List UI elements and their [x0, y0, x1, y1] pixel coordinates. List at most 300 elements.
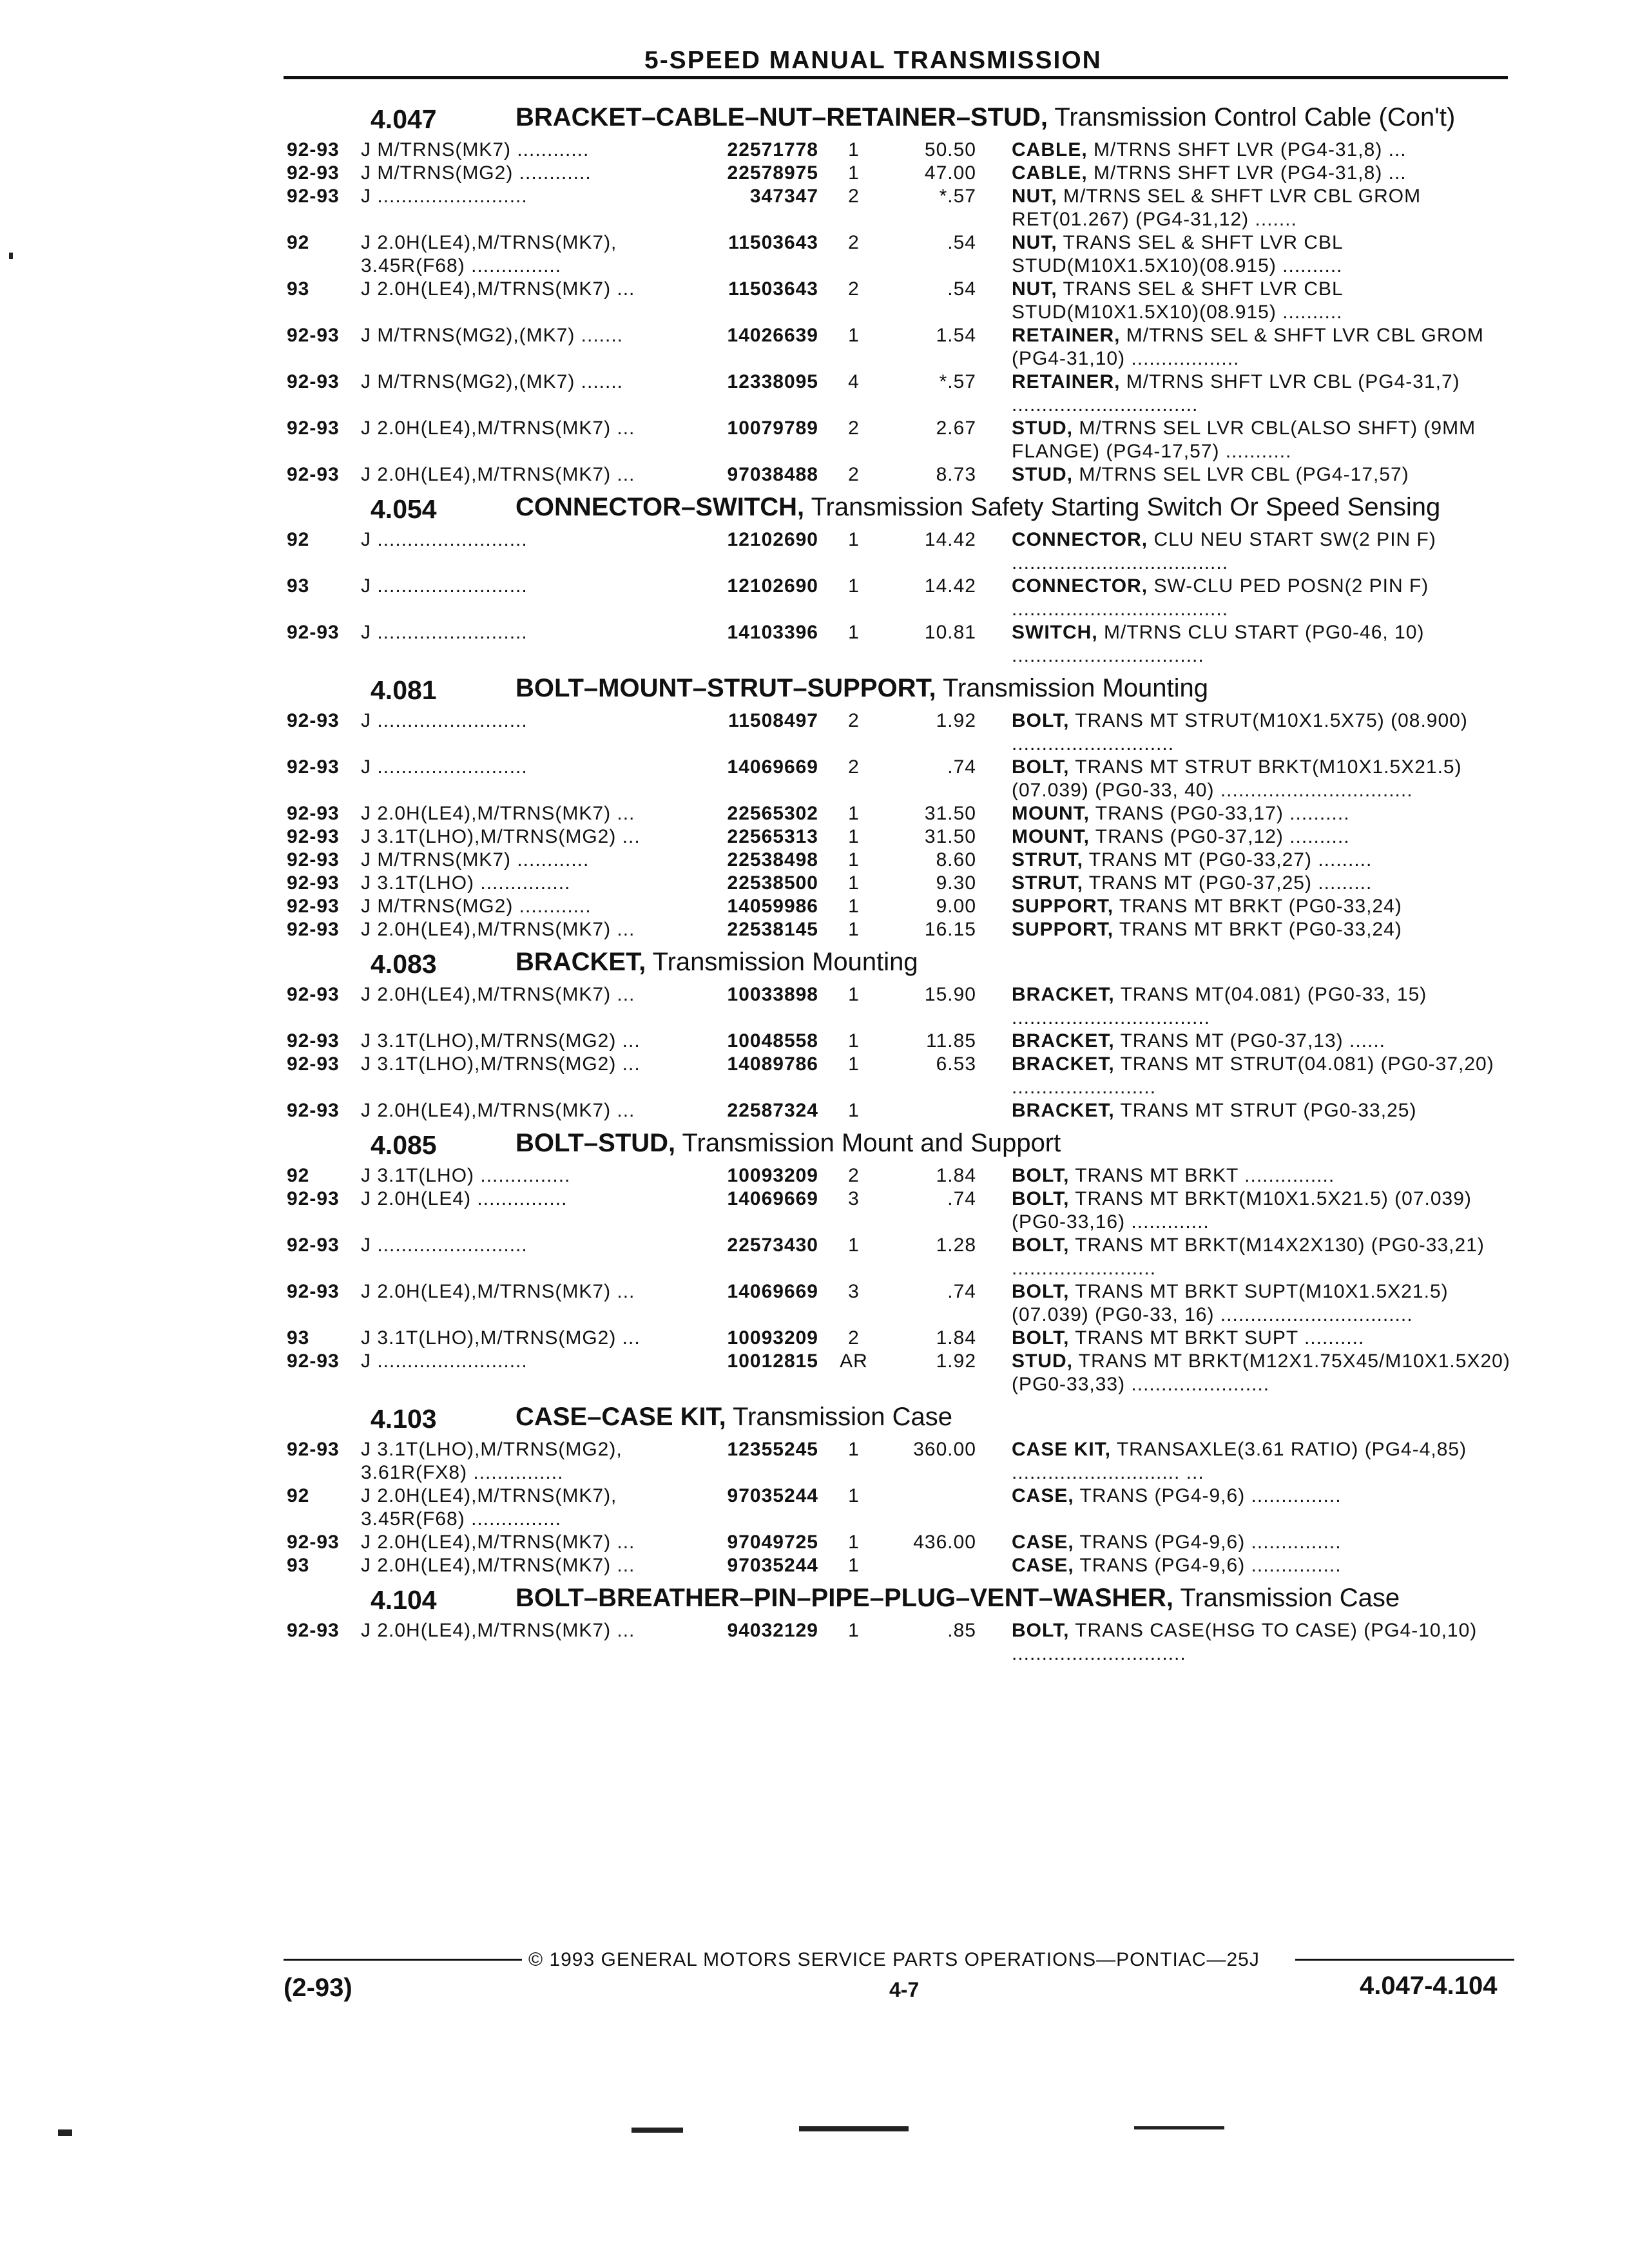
table-row — [287, 1234, 1511, 1280]
price-cell: 31.50 — [924, 826, 976, 847]
table-row — [287, 1485, 1511, 1531]
application-cell: J 2.0H(LE4),M/TRNS(MK7) ... — [361, 1620, 635, 1641]
table-row — [287, 162, 1511, 185]
price-cell: 436.00 — [913, 1532, 976, 1553]
part-name-detail: M/TRNS CLU START (PG0-46, 10) ................................ — [1012, 622, 1425, 666]
year-cell: 92-93 — [287, 919, 340, 940]
part-number-cell: 22578975 — [727, 162, 818, 184]
year-cell: 93 — [287, 1555, 310, 1576]
part-name-detail: TRANS MT (PG0-33,27) ......... — [1083, 849, 1373, 870]
part-name-bold: NUT, — [1012, 278, 1057, 300]
quantity-cell: 1 — [848, 1439, 860, 1460]
section-title-bold: BRACKET, — [516, 948, 646, 976]
application-cell: J 2.0H(LE4),M/TRNS(MK7) ... — [361, 1100, 635, 1121]
quantity-cell: 1 — [848, 1053, 860, 1075]
application-cell: J M/TRNS(MG2) ............ — [361, 896, 592, 917]
part-name-cell — [1012, 1164, 1511, 1187]
section-heading — [287, 949, 1511, 979]
part-name-bold: NUT, — [1012, 186, 1057, 207]
quantity-cell: 1 — [848, 1620, 860, 1641]
section-title — [516, 1404, 952, 1430]
part-number-cell: 97038488 — [727, 464, 818, 485]
scan-mark — [631, 2128, 683, 2133]
part-name-detail: TRANS SEL & SHFT LVR CBL STUD(M10X1.5X10)(08.915) .......... — [1012, 278, 1343, 323]
part-number-cell: 22538498 — [727, 849, 818, 870]
footer-rule-left — [284, 1959, 522, 1961]
year-cell: 92-93 — [287, 803, 340, 824]
year-cell: 92-93 — [287, 826, 340, 847]
part-number-cell: 14089786 — [727, 1053, 818, 1075]
year-cell: 92-93 — [287, 1350, 340, 1372]
quantity-cell: 1 — [848, 803, 860, 824]
quantity-cell: 2 — [848, 232, 860, 253]
price-cell: 6.53 — [936, 1053, 976, 1075]
part-name-bold: BRACKET, — [1012, 1053, 1115, 1075]
part-name-cell — [1012, 621, 1511, 668]
section-title — [516, 1130, 1061, 1157]
part-number-cell: 14069669 — [727, 1281, 818, 1302]
part-number-cell: 22587324 — [727, 1100, 818, 1121]
part-name-detail: TRANS SEL & SHFT LVR CBL STUD(M10X1.5X10)(08.915) .......... — [1012, 232, 1343, 276]
table-row — [287, 1187, 1511, 1234]
table-row — [287, 621, 1511, 668]
section-number: 4.103 — [371, 1404, 437, 1434]
price-cell: 8.60 — [936, 849, 976, 870]
year-cell: 92-93 — [287, 622, 340, 643]
footer-rule-right — [1295, 1959, 1514, 1961]
table-row — [287, 278, 1511, 324]
part-name-detail: TRANS MT BRKT SUPT(M10X1.5X21.5)(07.039) (PG0-33, 16) ................................ — [1012, 1281, 1449, 1325]
price-cell: 9.00 — [936, 896, 976, 917]
part-name-bold: BRACKET, — [1012, 1030, 1115, 1052]
price-cell: .85 — [947, 1620, 976, 1641]
table-row — [287, 802, 1511, 825]
part-name-cell — [1012, 1619, 1511, 1666]
part-name-bold: CASE KIT, — [1012, 1439, 1112, 1460]
application-cell: J 2.0H(LE4),M/TRNS(MK7) ... — [361, 919, 635, 940]
section-title — [516, 494, 1440, 521]
part-name-detail: TRANS (PG4-9,6) ............... — [1074, 1532, 1342, 1553]
part-name-bold: CASE, — [1012, 1485, 1074, 1506]
price-cell: 9.30 — [936, 872, 976, 894]
part-name-detail: TRANS MT BRKT(M10X1.5X21.5) (07.039) (PG0-33,16) ............. — [1012, 1188, 1472, 1233]
catalog-section — [287, 675, 1511, 941]
catalog-section — [287, 104, 1511, 486]
part-name-bold: SWITCH, — [1012, 622, 1098, 643]
application-cell: J 2.0H(LE4),M/TRNS(MK7), 3.45R(F68) ............... — [361, 232, 617, 276]
part-name-detail: TRANS MT(04.081) (PG0-33, 15) ................................. — [1012, 984, 1427, 1028]
quantity-cell: 1 — [848, 529, 860, 550]
part-name-bold: CASE, — [1012, 1555, 1074, 1576]
part-name-detail: TRANS MT BRKT (PG0-33,24) — [1113, 919, 1402, 940]
part-number-cell: 10093209 — [727, 1327, 818, 1349]
table-row — [287, 756, 1511, 802]
part-name-cell — [1012, 825, 1511, 849]
table-row — [287, 1030, 1511, 1053]
year-cell: 92-93 — [287, 139, 340, 160]
part-name-cell — [1012, 528, 1511, 575]
application-cell: J 2.0H(LE4) ............... — [361, 1188, 568, 1209]
part-name-detail: TRANS CASE(HSG TO CASE) (PG4-10,10) ............................. — [1012, 1620, 1478, 1664]
part-name-detail: M/TRNS SEL & SHFT LVR CBL GROM RET(01.267) (PG4-31,12) ....... — [1012, 186, 1422, 230]
catalog-section — [287, 949, 1511, 1122]
quantity-cell: 2 — [848, 1327, 860, 1349]
table-row — [287, 1554, 1511, 1577]
year-cell: 93 — [287, 575, 310, 597]
price-cell: .74 — [947, 1281, 976, 1302]
application-cell: J ......................... — [361, 710, 528, 731]
part-name-cell — [1012, 1053, 1511, 1099]
footer-section-range: 4.047-4.104 — [1360, 1972, 1498, 2000]
application-cell: J 2.0H(LE4),M/TRNS(MK7), 3.45R(F68) ............... — [361, 1485, 617, 1530]
year-cell: 93 — [287, 278, 310, 300]
price-cell: 14.42 — [924, 529, 976, 550]
table-row — [287, 1164, 1511, 1187]
part-number-cell: 12355245 — [727, 1439, 818, 1460]
part-number-cell: 10048558 — [727, 1030, 818, 1052]
part-name-detail: M/TRNS SEL & SHFT LVR CBL GROM (PG4-31,10) .................. — [1012, 325, 1484, 369]
year-cell: 92-93 — [287, 896, 340, 917]
part-number-cell: 11508497 — [728, 710, 818, 731]
part-name-bold: BOLT, — [1012, 756, 1070, 778]
price-cell: *.57 — [939, 186, 976, 207]
quantity-cell: 1 — [848, 896, 860, 917]
application-cell: J 2.0H(LE4),M/TRNS(MK7) ... — [361, 1281, 635, 1302]
application-cell: J ......................... — [361, 756, 528, 778]
year-cell: 92-93 — [287, 756, 340, 778]
section-title — [516, 104, 1455, 131]
part-name-detail: TRANS MT (PG0-37,25) ......... — [1083, 872, 1373, 894]
year-cell: 92 — [287, 1485, 310, 1506]
part-name-bold: BOLT, — [1012, 1281, 1070, 1302]
year-cell: 92-93 — [287, 1053, 340, 1075]
part-number-cell: 10012815 — [727, 1350, 818, 1372]
price-cell: 15.90 — [924, 984, 976, 1005]
parts-catalog-content — [287, 97, 1511, 1666]
table-row — [287, 528, 1511, 575]
part-name-bold: BOLT, — [1012, 1235, 1070, 1256]
section-number: 4.047 — [371, 104, 437, 134]
price-cell: 11.85 — [926, 1030, 976, 1052]
part-name-cell — [1012, 983, 1511, 1030]
quantity-cell: 2 — [848, 186, 860, 207]
table-row — [287, 825, 1511, 849]
quantity-cell: AR — [840, 1350, 868, 1372]
section-title-rest: Transmission Case — [1173, 1584, 1400, 1612]
scan-mark — [58, 2129, 72, 2136]
section-heading — [287, 494, 1511, 524]
part-name-bold: STUD, — [1012, 464, 1073, 485]
application-cell: J 2.0H(LE4),M/TRNS(MK7) ... — [361, 418, 635, 439]
table-row — [287, 1099, 1511, 1122]
part-name-cell — [1012, 162, 1511, 185]
application-cell: J 2.0H(LE4),M/TRNS(MK7) ... — [361, 1555, 635, 1576]
application-cell: J M/TRNS(MK7) ............ — [361, 139, 590, 160]
part-name-detail: M/TRNS SHFT LVR CBL (PG4-31,7) ............................... — [1012, 371, 1460, 416]
section-title — [516, 949, 918, 975]
year-cell: 92 — [287, 1165, 310, 1186]
part-number-cell: 12102690 — [727, 529, 818, 550]
year-cell: 92-93 — [287, 418, 340, 439]
header-rule — [284, 76, 1508, 79]
footer-page-number: 4-7 — [889, 1978, 920, 2001]
part-name-detail: TRANS (PG0-33,17) .......... — [1090, 803, 1350, 824]
application-cell: J 3.1T(LHO),M/TRNS(MG2) ... — [361, 826, 641, 847]
section-title-rest: Transmission Safety Starting Switch Or Speed Sensing — [804, 493, 1441, 521]
part-number-cell: 14069669 — [727, 756, 818, 778]
year-cell: 93 — [287, 1327, 310, 1349]
catalog-section — [287, 1130, 1511, 1396]
part-number-cell: 14026639 — [727, 325, 818, 346]
part-name-bold: STUD, — [1012, 1350, 1073, 1372]
price-cell: 1.54 — [936, 325, 976, 346]
part-name-detail: TRANS MT STRUT(M10X1.5X75) (08.900) ........................... — [1012, 710, 1468, 754]
year-cell: 92-93 — [287, 1235, 340, 1256]
part-name-bold: MOUNT, — [1012, 803, 1090, 824]
part-number-cell: 22565302 — [727, 803, 818, 824]
application-cell: J 2.0H(LE4),M/TRNS(MK7) ... — [361, 803, 635, 824]
table-row — [287, 324, 1511, 370]
year-cell: 92-93 — [287, 464, 340, 485]
quantity-cell: 1 — [848, 1235, 860, 1256]
quantity-cell: 1 — [848, 1555, 860, 1576]
table-row — [287, 417, 1511, 463]
part-name-detail: TRANS MT BRKT SUPT .......... — [1069, 1327, 1365, 1349]
quantity-cell: 1 — [848, 1532, 860, 1553]
part-name-cell — [1012, 278, 1511, 324]
part-name-cell — [1012, 1438, 1511, 1485]
section-number: 4.081 — [371, 675, 437, 705]
table-row — [287, 575, 1511, 621]
part-name-cell — [1012, 802, 1511, 825]
section-title — [516, 675, 1208, 702]
part-name-cell — [1012, 1280, 1511, 1327]
part-name-detail: TRANS MT BRKT ............... — [1069, 1165, 1335, 1186]
part-name-detail: M/TRNS SEL LVR CBL(ALSO SHFT) (9MM FLANGE) (PG4-17,57) ........... — [1012, 418, 1476, 462]
quantity-cell: 2 — [848, 278, 860, 300]
part-name-detail: TRANS MT (PG0-37,13) ...... — [1114, 1030, 1386, 1052]
price-cell: 1.84 — [936, 1327, 976, 1349]
part-number-cell: 14069669 — [727, 1188, 818, 1209]
price-cell: 47.00 — [924, 162, 976, 184]
year-cell: 92-93 — [287, 984, 340, 1005]
part-name-bold: BOLT, — [1012, 1620, 1070, 1641]
part-number-cell: 347347 — [749, 186, 818, 207]
part-number-cell: 12102690 — [727, 575, 818, 597]
section-heading — [287, 1585, 1511, 1615]
part-name-detail: M/TRNS SHFT LVR (PG4-31,8) ... — [1087, 139, 1407, 160]
application-cell: J 2.0H(LE4),M/TRNS(MK7) ... — [361, 464, 635, 485]
application-cell: J M/TRNS(MG2),(MK7) ....... — [361, 371, 623, 392]
quantity-cell: 1 — [848, 872, 860, 894]
part-name-cell — [1012, 1531, 1511, 1554]
year-cell: 92-93 — [287, 1030, 340, 1052]
table-row — [287, 231, 1511, 278]
section-number: 4.054 — [371, 494, 437, 524]
part-number-cell: 22571778 — [727, 139, 818, 160]
price-cell: .74 — [947, 756, 976, 778]
quantity-cell: 1 — [848, 919, 860, 940]
footer-date: (2-93) — [284, 1974, 352, 2002]
table-row — [287, 918, 1511, 941]
part-number-cell: 22573430 — [727, 1235, 818, 1256]
part-number-cell: 22538500 — [727, 872, 818, 894]
application-cell: J 2.0H(LE4),M/TRNS(MK7) ... — [361, 278, 635, 300]
section-number: 4.085 — [371, 1130, 437, 1160]
quantity-cell: 3 — [848, 1188, 860, 1209]
part-name-cell — [1012, 463, 1511, 486]
footer-copyright: © 1993 GENERAL MOTORS SERVICE PARTS OPERATIONS—PONTIAC—25J — [528, 1949, 1260, 1970]
price-cell: 50.50 — [924, 139, 976, 160]
part-number-cell: 94032129 — [727, 1620, 818, 1641]
application-cell: J 3.1T(LHO),M/TRNS(MG2), 3.61R(FX8) ............... — [361, 1439, 622, 1483]
table-row — [287, 983, 1511, 1030]
part-number-cell: 14059986 — [727, 896, 818, 917]
part-name-detail: M/TRNS SHFT LVR (PG4-31,8) ... — [1087, 162, 1407, 184]
year-cell: 92-93 — [287, 371, 340, 392]
application-cell: J ......................... — [361, 622, 528, 643]
part-name-detail: TRANSAXLE(3.61 RATIO) (PG4-4,85) ............................ ... — [1012, 1439, 1467, 1483]
year-cell: 92-93 — [287, 710, 340, 731]
section-number: 4.083 — [371, 949, 437, 979]
quantity-cell: 1 — [848, 325, 860, 346]
part-number-cell: 14103396 — [727, 622, 818, 643]
part-name-bold: SUPPORT, — [1012, 896, 1114, 917]
part-name-cell — [1012, 1187, 1511, 1234]
part-name-bold: BRACKET, — [1012, 1100, 1115, 1121]
year-cell: 92-93 — [287, 162, 340, 184]
table-row — [287, 872, 1511, 895]
section-heading — [287, 1130, 1511, 1160]
part-name-cell — [1012, 1030, 1511, 1053]
year-cell: 92-93 — [287, 1281, 340, 1302]
quantity-cell: 1 — [848, 575, 860, 597]
application-cell: J ......................... — [361, 575, 528, 597]
price-cell: 2.67 — [936, 418, 976, 439]
table-row — [287, 463, 1511, 486]
part-number-cell: 11503643 — [728, 232, 818, 253]
scan-mark — [9, 253, 13, 259]
part-name-cell — [1012, 1554, 1511, 1577]
part-name-bold: MOUNT, — [1012, 826, 1090, 847]
year-cell: 92-93 — [287, 849, 340, 870]
year-cell: 92-93 — [287, 1100, 340, 1121]
application-cell: J M/TRNS(MK7) ............ — [361, 849, 590, 870]
part-name-cell — [1012, 849, 1511, 872]
part-number-cell: 22538145 — [727, 919, 818, 940]
table-row — [287, 849, 1511, 872]
section-heading — [287, 104, 1511, 135]
application-cell: J ......................... — [361, 1350, 528, 1372]
part-name-bold: STUD, — [1012, 418, 1073, 439]
part-number-cell: 10079789 — [727, 418, 818, 439]
part-name-cell — [1012, 1234, 1511, 1280]
part-number-cell: 97035244 — [727, 1555, 818, 1576]
quantity-cell: 1 — [848, 622, 860, 643]
section-heading — [287, 1404, 1511, 1434]
part-name-cell — [1012, 756, 1511, 802]
part-name-detail: TRANS MT BRKT(M12X1.75X45/M10X1.5X20) (PG0-33,33) ....................... — [1012, 1350, 1510, 1395]
part-name-detail: TRANS MT BRKT (PG0-33,24) — [1113, 896, 1402, 917]
quantity-cell: 2 — [848, 464, 860, 485]
part-name-bold: SUPPORT, — [1012, 919, 1114, 940]
section-title-rest: Transmission Mounting — [646, 948, 918, 976]
part-name-cell — [1012, 1350, 1511, 1396]
price-cell: .54 — [947, 278, 976, 300]
table-row — [287, 370, 1511, 417]
part-name-cell — [1012, 1099, 1511, 1122]
quantity-cell: 1 — [848, 139, 860, 160]
application-cell: J 3.1T(LHO),M/TRNS(MG2) ... — [361, 1053, 641, 1075]
table-row — [287, 1053, 1511, 1099]
quantity-cell: 1 — [848, 1100, 860, 1121]
part-name-cell — [1012, 417, 1511, 463]
part-name-bold: STRUT, — [1012, 849, 1083, 870]
section-title-bold: BOLT–BREATHER–PIN–PIPE–PLUG–VENT–WASHER, — [516, 1584, 1173, 1612]
quantity-cell: 2 — [848, 418, 860, 439]
price-cell: 16.15 — [924, 919, 976, 940]
part-name-bold: BOLT, — [1012, 1327, 1070, 1349]
section-title-bold: CONNECTOR–SWITCH, — [516, 493, 805, 521]
application-cell: J 3.1T(LHO),M/TRNS(MG2) ... — [361, 1030, 641, 1052]
part-name-bold: BOLT, — [1012, 1188, 1070, 1209]
table-row — [287, 895, 1511, 918]
quantity-cell: 1 — [848, 849, 860, 870]
part-name-cell — [1012, 918, 1511, 941]
part-name-cell — [1012, 709, 1511, 756]
quantity-cell: 4 — [848, 371, 860, 392]
part-name-bold: NUT, — [1012, 232, 1057, 253]
part-name-cell — [1012, 231, 1511, 278]
part-name-detail: TRANS MT STRUT(04.081) (PG0-37,20) ........................ — [1012, 1053, 1494, 1098]
section-title-bold: BOLT–STUD, — [516, 1129, 676, 1157]
part-name-bold: CABLE, — [1012, 162, 1088, 184]
price-cell: 10.81 — [924, 622, 976, 643]
part-name-bold: BOLT, — [1012, 710, 1070, 731]
part-name-detail: TRANS MT BRKT(M14X2X130) (PG0-33,21) ........................ — [1012, 1235, 1485, 1279]
section-title-bold: CASE–CASE KIT, — [516, 1403, 726, 1431]
part-name-cell — [1012, 370, 1511, 417]
table-row — [287, 1350, 1511, 1396]
part-name-detail: TRANS MT STRUT BRKT(M10X1.5X21.5)(07.039) (PG0-33, 40) ................................ — [1012, 756, 1462, 801]
application-cell: J ......................... — [361, 186, 528, 207]
price-cell: 1.92 — [936, 710, 976, 731]
section-title-bold: BRACKET–CABLE–NUT–RETAINER–STUD, — [516, 103, 1048, 131]
quantity-cell: 2 — [848, 756, 860, 778]
catalog-section — [287, 494, 1511, 668]
table-row — [287, 1438, 1511, 1485]
table-row — [287, 1280, 1511, 1327]
part-name-detail: TRANS (PG0-37,12) .......... — [1090, 826, 1350, 847]
part-name-bold: RETAINER, — [1012, 325, 1121, 346]
part-name-cell — [1012, 872, 1511, 895]
part-number-cell: 10093209 — [727, 1165, 818, 1186]
price-cell: 31.50 — [924, 803, 976, 824]
part-name-bold: CABLE, — [1012, 139, 1088, 160]
application-cell: J ......................... — [361, 1235, 528, 1256]
year-cell: 92-93 — [287, 1188, 340, 1209]
section-number: 4.104 — [371, 1585, 437, 1615]
part-name-cell — [1012, 575, 1511, 621]
year-cell: 92-93 — [287, 1439, 340, 1460]
part-number-cell: 97049725 — [727, 1532, 818, 1553]
price-cell: 1.28 — [936, 1235, 976, 1256]
quantity-cell: 2 — [848, 1165, 860, 1186]
part-name-detail: TRANS (PG4-9,6) ............... — [1074, 1485, 1342, 1506]
table-row — [287, 1531, 1511, 1554]
application-cell: J 2.0H(LE4),M/TRNS(MK7) ... — [361, 984, 635, 1005]
part-name-detail: TRANS (PG4-9,6) ............... — [1074, 1555, 1342, 1576]
